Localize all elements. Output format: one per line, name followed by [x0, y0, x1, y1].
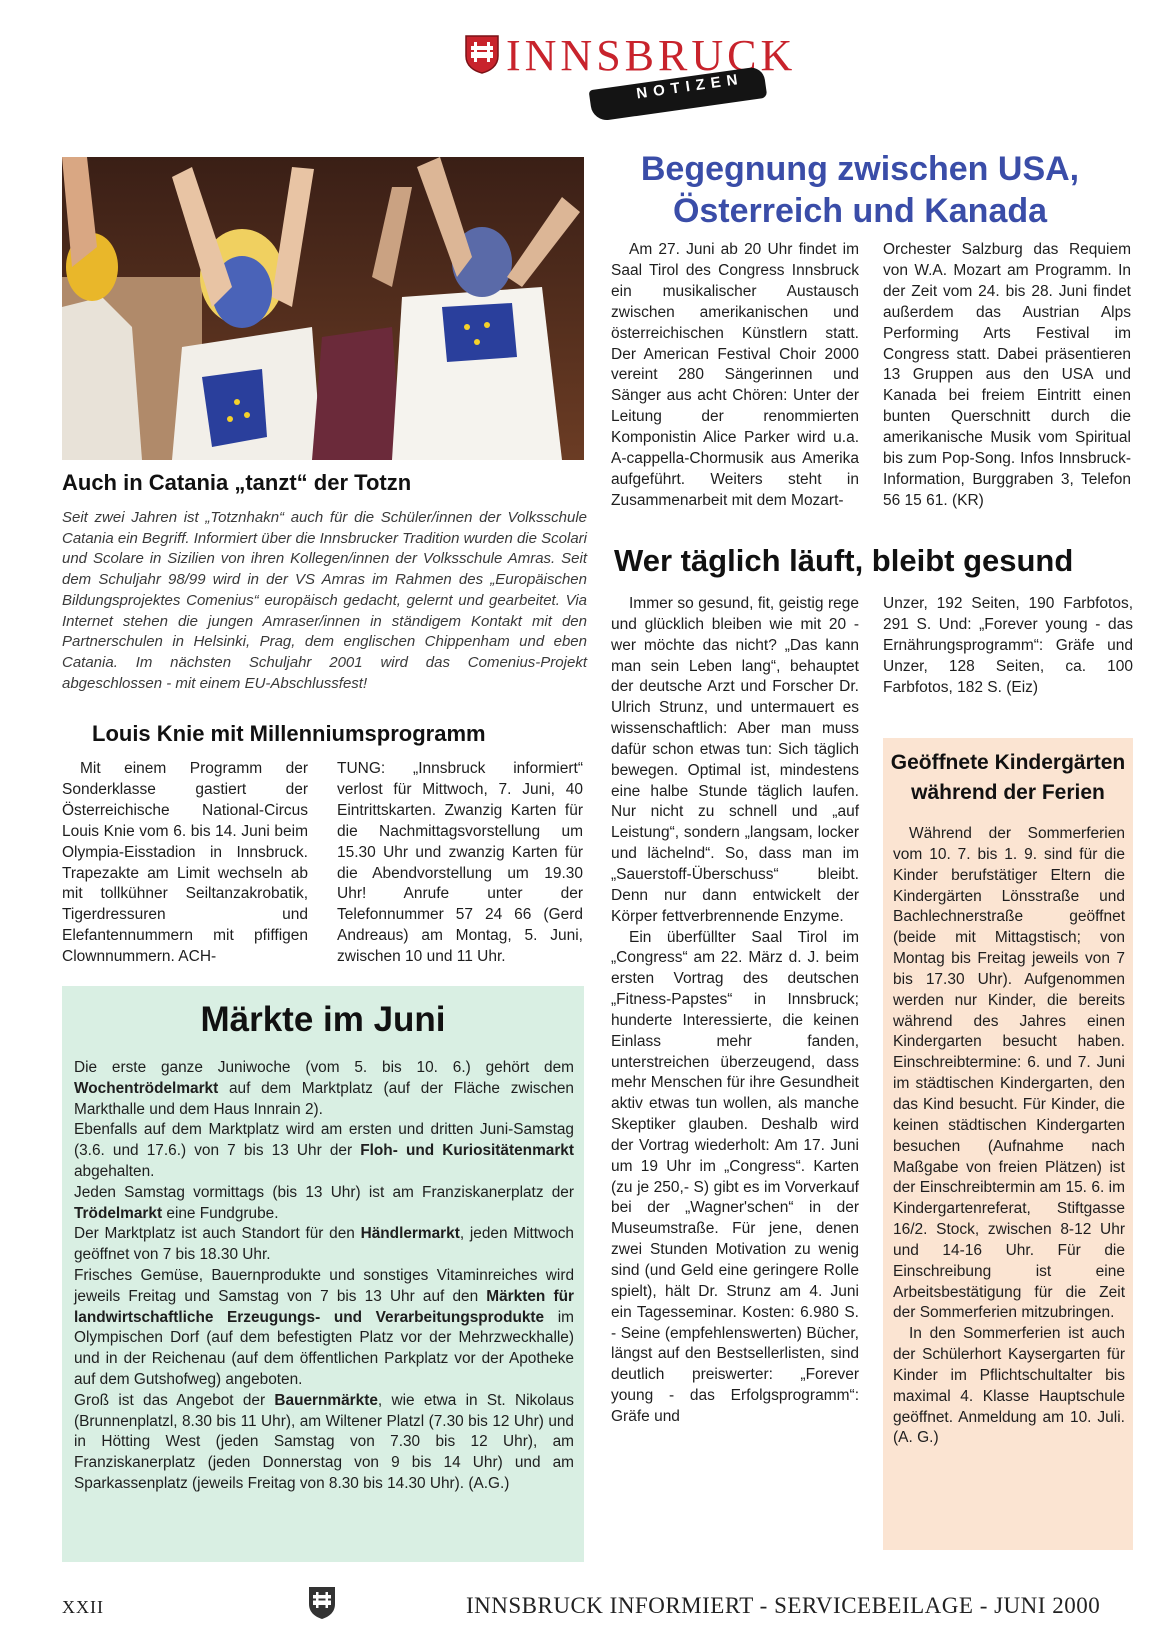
maerkte-paragraph: Frisches Gemüse, Bauernprodukte und sonstiges Vitaminreiches wird jeweils Freitag und Samstag von 7 bis 13 Uhr auf den Märkten für landwirtschaftliche Erzeugungs- und Verarbeitungsprodukte im Olympischen Dorf (auf dem befestigten Platz vor der Mehrzweckhalle) und in der Reichenau (auf dem öffentlichen Parkplatz vor der Apotheke auf dem Gutshofweg) angeboten. — [74, 1266, 574, 1388]
masthead-subtitle: NOTIZEN — [635, 70, 745, 103]
maerkte-box — [62, 986, 584, 1562]
innsbruck-crest-icon — [464, 34, 500, 74]
masthead-title: INNSBRUCK — [506, 31, 797, 80]
wer-column-1 — [611, 594, 859, 1428]
footer-crest-icon — [308, 1586, 336, 1620]
usa-column-1: Am 27. Juni ab 20 Uhr findet im Saal Tirol des Congress Innsbruck ein musikalischer Austausch zwischen amerikanischen und österreichischen Künstlern statt. Der American Festival Choir 2000 vereint 280 Sängerinnen und Sänger aus acht Chören: Unter der Leitung der renommierten Komponistin Alice Parker wird u.a. A-cappella-Chormusik aus Amerika aufgeführt. Weiters steht in Zusammenarbeit mit dem Mozart- — [611, 241, 859, 509]
kindergarten-paragraph-1: Während der Sommerferien vom 10. 7. bis 1. 9. sind für die Kinder berufstätiger Eltern die Kindergärten Lönsstraße und Bachlechnerstraße geöffnet (beide mit Mittagstisch; von Montag bis Freitag jeweils von 7 bis 17.30 Uhr). Aufgenommen werden nur Kinder, die bereits während des Jahres einen Kindergarten besucht haben. Einschreibtermine: 6. und 7. Juni im städtischen Kindergarten, den das Kind besucht. Für Kinder, die keinen städtischen Kindergarten besuchen (Aufnahme nach Maßgabe von freien Plätzen) ist der Einschreibtermin am 15. 6. im Kindergartenreferat, Stiftgasse 16/2. Stock, zwischen 8-12 Uhr und 14-16 Uhr. Für die Einschreibung ist eine Arbeitsbestätigung für die Zeit der Sommerferien mitzubringen. — [893, 825, 1125, 1322]
knie-heading: Louis Knie mit Millenniumsprogramm — [92, 721, 486, 746]
kindergarten-paragraph-2: In den Sommerferien ist auch der Schülerhort Kaysergarten für Kinder im Pflichtschultalter bis maximal 4. Klasse Hauptschule geöffnet. Anmeldung am 10. Juli. (A. G.) — [893, 1325, 1125, 1447]
kindergarten-box — [883, 738, 1133, 1550]
knie-column-1: Mit einem Programm der Sonderklasse gastiert der Österreichische National-Circus Louis Knie vom 6. bis 14. Juni beim Olympia-Eisstadion in Innsbruck. Trapezakte am Limit wechseln ab mit tollkühner Seiltanzakrobatik, Tigerdressuren und Elefantennummern mit pfiffigen Clownnummern. ACH- — [62, 760, 308, 966]
maerkte-title: Märkte im Juni — [200, 1000, 446, 1039]
page-number: XXII — [62, 1597, 104, 1617]
kindergarten-heading-line-1: Geöffnete Kindergärten — [890, 751, 1126, 774]
masthead — [458, 30, 797, 120]
maerkte-paragraph: Jeden Samstag vormittags (bis 13 Uhr) ist am Franziskanerplatz der Trödelmarkt eine Fundgrube. — [74, 1183, 574, 1222]
maerkte-paragraph: Der Marktplatz ist auch Standort für den Händlermarkt, jeden Mittwoch geöffnet von 7 bis 18.30 Uhr. — [74, 1225, 574, 1264]
wer-paragraph-2: Ein überfüllter Saal Tirol im „Congress“ am 22. März d. J. beim ersten Vortrag des deutschen „Fitness-Papstes“ in Innsbruck; hunderte Interessierte, die keinen Einlass mehr fanden, unterstreichen überzeugend, dass mehr Menschen für ihre Gesundheit aktiv etwas tun wollen, als manche Skeptiker glauben. Deshalb wird der Vortrag wiederholt: Am 17. Juni um 19 Uhr im „Congress“. Karten (zu je 250,- S) gibt es im Vorverkauf bei der „Wagner'schen“ in der Museumstraße. Für jene, denen zwei Stunden Motivation zu wenig sind (und Geld eine geringere Rolle spielt), hält Dr. Strunz am 4. Juni ein Tagesseminar. Kosten: 6.980 S. - Seine (empfehlenswerten) Bücher, längst auf den Bestsellerlisten, sind deutlich preiswerter: „Forever young - das Erfolgsprogramm“: Gräfe und — [611, 928, 859, 1425]
maerkte-paragraph: Die erste ganze Juniwoche (vom 5. bis 10. 6.) gehört dem Wochentrödelmarkt auf dem Marktplatz (auf der Fläche zwischen Markthalle und dem Haus Innrain 2). — [74, 1059, 574, 1118]
kindergarten-body — [893, 824, 1125, 1449]
children-photo — [62, 157, 584, 460]
maerkte-paragraph: Ebenfalls auf dem Marktplatz wird am ersten und dritten Juni-Samstag (3.6. und 17.6.) von 7 bis 13 Uhr der Floh- und Kuriositätenmarkt abgehalten. — [74, 1121, 574, 1180]
maerkte-body — [74, 1058, 574, 1495]
kindergarten-heading-line-2: während der Ferien — [911, 781, 1105, 804]
usa-heading-line-1: Begegnung zwischen USA, — [640, 150, 1080, 188]
knie-column-2: TUNG: „Innsbruck informiert“ verlost für Mittwoch, 7. Juni, 40 Eintrittskarten. Zwanzig Karten für die Nachmittagsvorstellung um 15.30 Uhr und zwanzig Karten für die Abendvorstellung um 19.30 Uhr! Anrufe unter der Telefonnummer 57 24 66 (Gerd Andreaus) am Montag, 5. Juni, zwischen 10 und 11 Uhr. — [337, 760, 583, 966]
catania-heading: Auch in Catania „tanzt“ der Totzn — [62, 470, 412, 495]
catania-body: Seit zwei Jahren ist „Totznhakn“ auch für die Schüler/innen der Volksschule Catania ein Begriff. Informiert über die Innsbrucker Tradition wurden die Scolari und Scolare in Sizilien von ihren Kollegen/innen der Volksschule Amras. Seit dem Schuljahr 98/99 wird in der VS Amras im Rahmen des „Europäischen Bildungsprojektes Comenius“ europäisch gedacht, gelernt und gearbeitet. Via Internet stehen die jungen Amraser/innen in ständigem Kontakt mit den Partnerschulen in Helsinki, Prag, dem englischen Chippenham und eben Catania. Im nächsten Schuljahr 2001 wird das Comenius-Projekt abgeschlossen - mit einem EU-Abschlussfest! — [62, 509, 587, 692]
usa-heading — [600, 148, 1120, 232]
usa-column-2: Orchester Salzburg das Requiem von W.A. Mozart am Programm. In der Zeit vom 24. bis 28. Juni findet außerdem das Austrian Alps Performing Arts Festival im Congress statt. Dabei präsentieren 13 Gruppen aus den USA und Kanada bei freiem Eintritt einen bunten Querschnitt durch die amerikanische Musik vom Spiritual bis zum Pop-Song. Infos Innsbruck-Information, Burggraben 3, Telefon 56 15 61. (KR) — [883, 241, 1131, 509]
wer-column-2: Unzer, 192 Seiten, 190 Farbfotos, 291 S. Und: „Forever young - das Ernährungsprogramm“: Gräfe und Unzer, 128 Seiten, ca. 100 Farbfotos, 182 S. (Eiz) — [883, 595, 1133, 696]
wer-heading: Wer täglich läuft, bleibt gesund — [614, 543, 1074, 578]
footer-title: INNSBRUCK INFORMIERT - SERVICEBEILAGE - JUNI 2000 — [466, 1593, 1101, 1618]
kindergarten-heading — [883, 748, 1133, 808]
wer-paragraph-1: Immer so gesund, fit, geistig rege und glücklich bleiben wie mit 20 - wer möchte das nicht? „Das kann man sein Leben lang“, behauptet der deutsche Arzt und Forscher Dr. Ulrich Strunz, und untermauert es wissenschaftlich: Aber man muss dafür schon etwas tun: Sich täglich bewegen. Optimal ist, mindestens eine halbe Stunde täglich laufen. Nur nicht zu schnell und „auf Leistung“, sondern „langsam, locker und lächelnd“. So, dass man im „Sauerstoff-Überschuss“ bleibt. Denn nur dann entwickelt der Körper fettverbrennende Enzyme. — [611, 595, 859, 925]
maerkte-paragraph: Groß ist das Angebot der Bauernmärkte, wie etwa in St. Nikolaus (Brunnenplatzl, 8.30 bis 11 Uhr), am Wiltener Platzl (7.30 bis 12 Uhr) und in Hötting West (jeden Samstag von 7.30 bis 12 Uhr), am Franziskanerplatz (jeden Donnerstag von 9 bis 14 Uhr) und am Sparkassenplatz (jeweils Freitag von 8.30 bis 14.30 Uhr). (A.G.) — [74, 1391, 574, 1492]
usa-heading-line-2: Österreich und Kanada — [672, 192, 1048, 230]
